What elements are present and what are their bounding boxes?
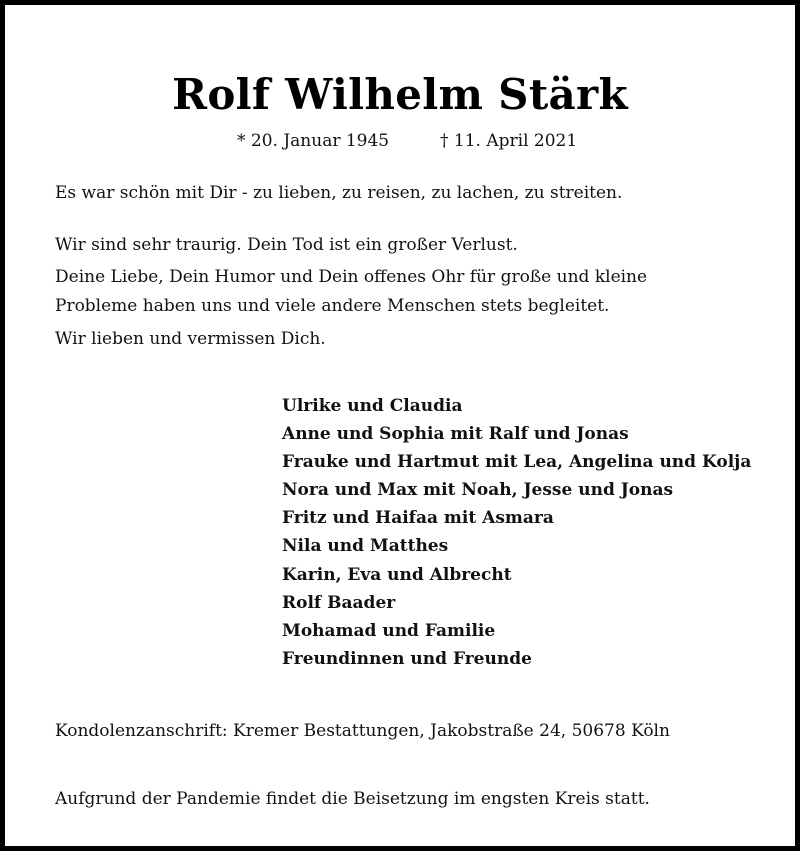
deceased-name: Rolf Wilhelm Stärk <box>172 70 628 119</box>
tribute-line-2: Probleme haben uns und viele andere Menschen stets begleitet. <box>55 296 610 316</box>
mourner-entry: Nora und Max mit Noah, Jesse und Jonas <box>282 480 674 501</box>
mourner-entry: Karin, Eva und Albrecht <box>282 564 512 585</box>
tribute-paragraph <box>55 263 755 321</box>
grief-line: Wir sind sehr traurig. Dein Tod ist ein großer Verlust. <box>55 235 518 255</box>
mourner-entry: Fritz und Haifaa mit Asmara <box>282 508 554 529</box>
funeral-note: Aufgrund der Pandemie findet die Beisetzung im engsten Kreis statt. <box>55 789 650 809</box>
death-date: † 11. April 2021 <box>440 131 578 151</box>
mourners-list <box>282 392 751 673</box>
mourner-entry: Anne und Sophia mit Ralf und Jonas <box>282 424 629 445</box>
birth-date: * 20. Januar 1945 <box>237 131 390 151</box>
mourner-entry: Nila und Matthes <box>282 536 449 557</box>
love-line: Wir lieben und vermissen Dich. <box>55 329 326 349</box>
tribute-line-1: Deine Liebe, Dein Humor und Dein offenes Ohr für große und kleine <box>55 267 648 287</box>
mourner-entry: Frauke und Hartmut mit Lea, Angelina und Kolja <box>282 452 752 473</box>
mourner-entry: Mohamad und Familie <box>282 620 496 641</box>
farewell-line: Es war schön mit Dir - zu lieben, zu reisen, zu lachen, zu streiten. <box>55 183 623 203</box>
mourner-entry: Ulrike und Claudia <box>282 396 463 416</box>
mourner-entry: Freundinnen und Freunde <box>282 648 532 669</box>
condolence-address: Kondolenzanschrift: Kremer Bestattungen, Jakobstraße 24, 50678 Köln <box>55 721 670 741</box>
mourner-entry: Rolf Baader <box>282 592 396 613</box>
